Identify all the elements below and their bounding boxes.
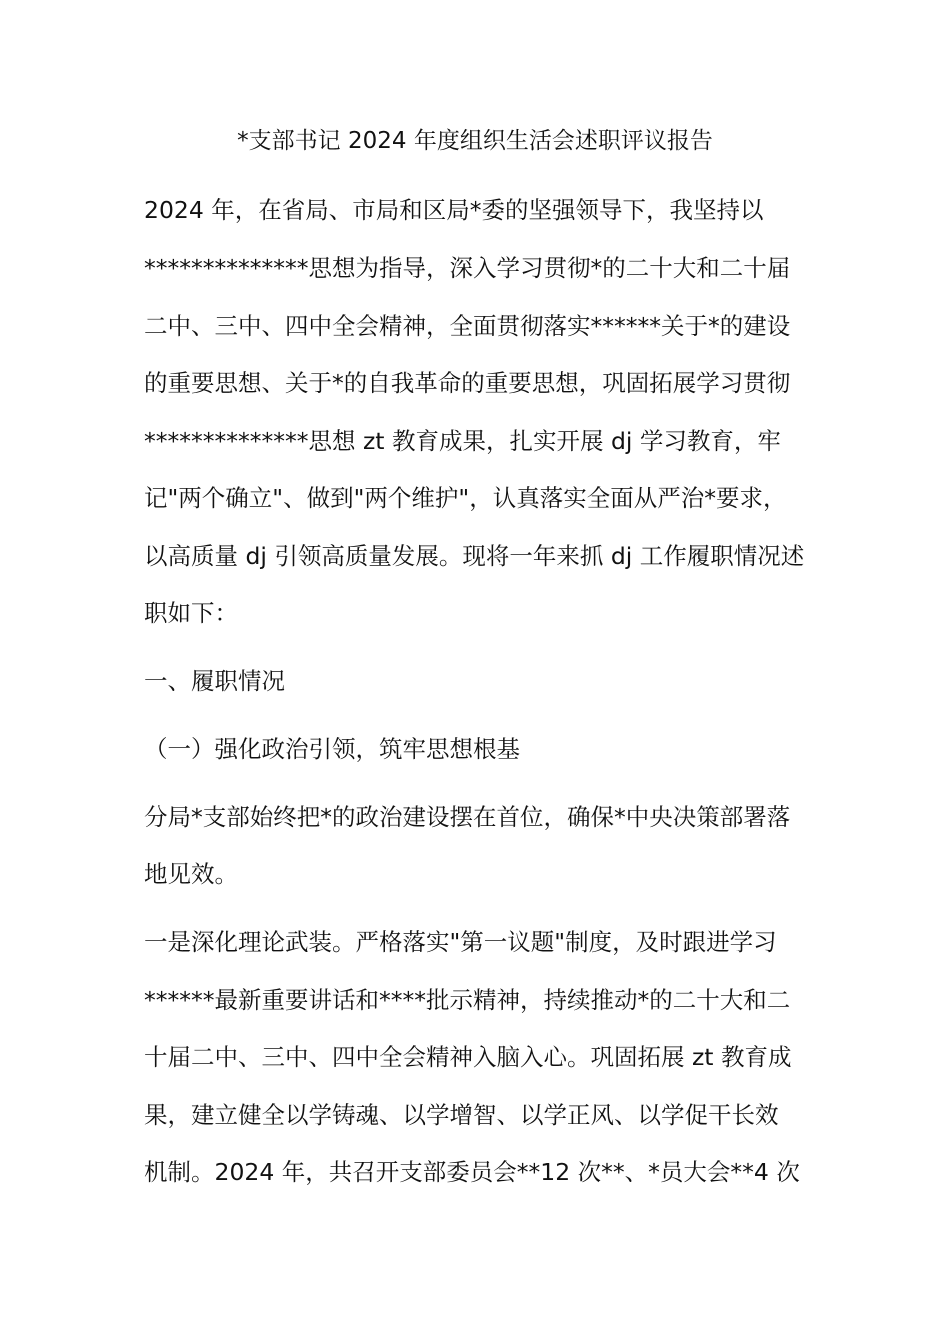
intro-line: 职如下：: [144, 599, 238, 627]
intro-line: 以高质量 dj 引领高质量发展。现将一年来抓 dj 工作履职情况述: [144, 542, 805, 570]
subsection-intro-line: 地见效。: [144, 860, 238, 888]
intro-line: 2024 年，在省局、市局和区局*委的坚强领导下，我坚持以: [144, 196, 764, 224]
point-one-line: 一是深化理论武装。严格落实"第一议题"制度，及时跟进学习: [144, 928, 777, 956]
subsection-intro-line: 分局*支部始终把*的政治建设摆在首位，确保*中央决策部署落: [144, 803, 791, 831]
intro-line: 的重要思想、关于*的自我革命的重要思想，巩固拓展学习贯彻: [144, 369, 791, 397]
intro-line: 二中、三中、四中全会精神，全面贯彻落实******关于*的建设: [144, 312, 791, 340]
section-heading: 一、履职情况: [144, 667, 285, 695]
intro-line: 记"两个确立"、做到"两个维护"，认真落实全面从严治*要求，: [144, 484, 787, 512]
point-one-line: 十届二中、三中、四中全会精神入脑入心。巩固拓展 zt 教育成: [144, 1043, 792, 1071]
subsection-heading: （一）强化政治引领，筑牢思想根基: [144, 735, 520, 763]
document-title: *支部书记 2024 年度组织生活会述职评议报告: [237, 128, 713, 154]
intro-line: **************思想为指导，深入学习贯彻*的二十大和二十届: [144, 254, 791, 282]
point-one-line: 果，建立健全以学铸魂、以学增智、以学正风、以学促干长效: [144, 1101, 779, 1129]
point-one-line: 机制。2024 年，共召开支部委员会**12 次**、*员大会**4 次: [144, 1158, 800, 1186]
intro-line: **************思想 zt 教育成果，扎实开展 dj 学习教育，牢: [144, 427, 781, 455]
point-one-line: ******最新重要讲话和****批示精神，持续推动*的二十大和二: [144, 986, 791, 1014]
